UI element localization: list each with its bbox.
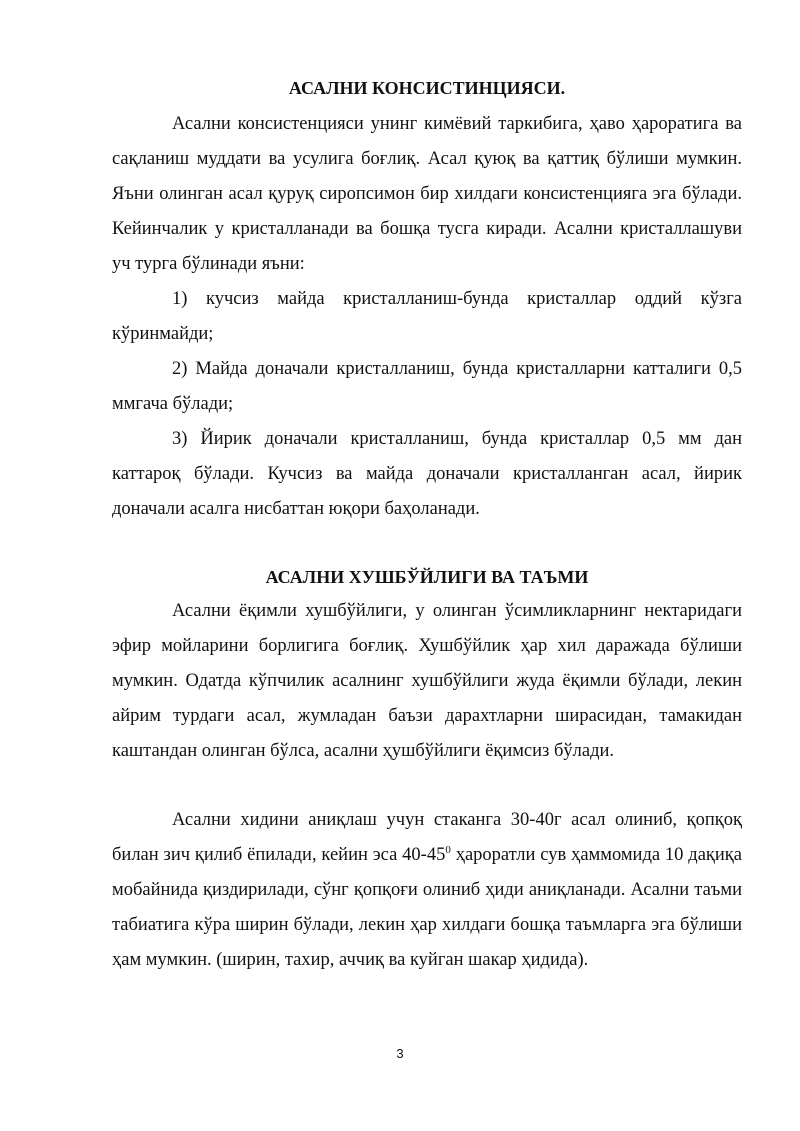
paragraph-consistency-intro: Асални консистенцияси унинг кимёвий таркибига, ҳаво ҳароратига ва сақланиш муддати ва усулига боғлиқ. Асал қуюқ ва қаттиқ бўлиши мумкин. Яъни олинган асал қуруқ сиропсимон бир хилдаги консистенцияга эга бўлади. Кейинчалик у кристалланади ва бошқа тусга киради. Асални кристаллашуви уч турга бўлинади яъни: <box>112 114 742 274</box>
smell-test-text-part-1: Асални хидини аниқлаш учун стаканга 30-40г асал олиниб, қопқоқ билан зич қилиб ёпилади, кейин эса 40-45 <box>112 810 742 865</box>
degree-superscript: 0 <box>445 843 451 856</box>
smell-test-text-part-2: ҳароратли сув ҳаммомида 10 дақиқа мобайнида қиздирилади, сўнг қопқоғи олиниб ҳиди аниқланади. Асални таъми табиатига кўра ширин бўлади, лекин ҳар хилдаги бошқа таъмларга эга бўлиши ҳам мумкин. (ширин, тахир, аччиқ ва куйган шакар ҳидида). <box>112 845 743 970</box>
section-title-consistency: АСАЛНИ КОНСИСТИНЦИЯСИ. <box>288 78 566 98</box>
paragraph-crystallization-type-2: 2) Майда доначали кристалланиш, бунда кристалларни катталиги 0,5 ммгача бўлади; <box>112 359 742 414</box>
paragraph-aroma: Асални ёқимли хушбўйлиги, у олинган ўсимликларнинг нектаридаги эфир мойларини борлигига боғлиқ. Хушбўйлик ҳар хил даражада бўлиши мумкин. Одатда кўпчилик асалнинг хушбўйлиги жуда ёқимли бўлади, лекин айрим турдаги асал, жумладан баъзи дарахтларни ширасидан, тамакидан каштандан олинган бўлса, асални ҳушбўйлиги ёқимсиз бўлади. <box>112 601 742 761</box>
page-number: 3 <box>396 1046 404 1061</box>
paragraph-crystallization-type-1: 1) кучсиз майда кристалланиш-бунда кристаллар оддий кўзга кўринмайди; <box>112 289 742 344</box>
paragraph-smell-test <box>112 803 742 978</box>
section-title-aroma-taste: АСАЛНИ ХУШБЎЙЛИГИ ВА ТАЪМИ <box>265 567 589 587</box>
paragraph-crystallization-type-3: 3) Йирик доначали кристалланиш, бунда кристаллар 0,5 мм дан каттароқ бўлади. Кучсиз ва майда доначали кристалланган асал, йирик доначали асалга нисбаттан юқори баҳоланади. <box>112 429 742 519</box>
